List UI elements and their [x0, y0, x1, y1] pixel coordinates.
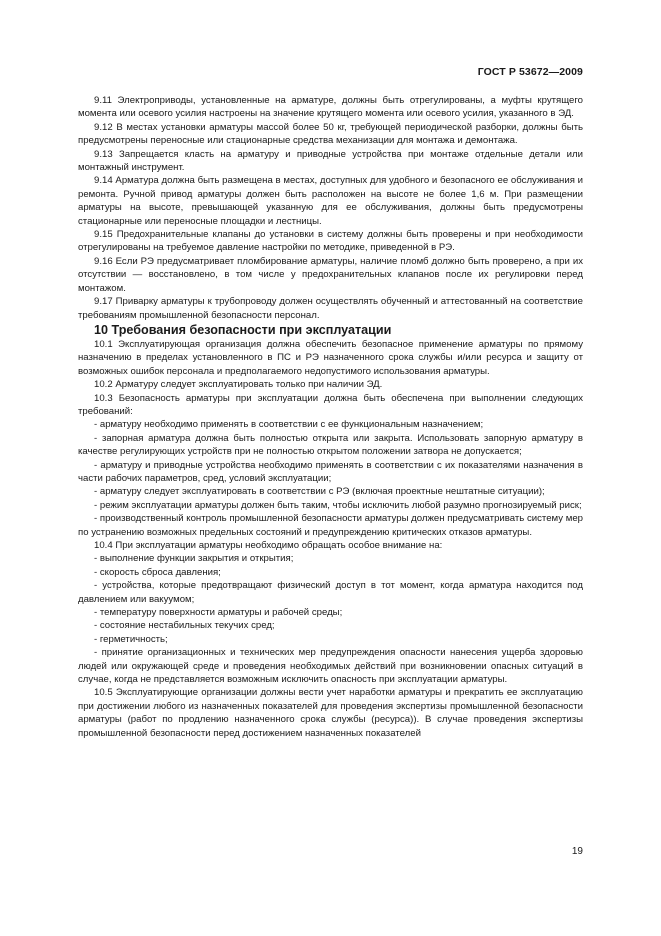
list-item: - выполнение функции закрытия и открытия;: [94, 553, 294, 565]
page-number: 19: [571, 846, 583, 857]
list-item: - производственный контроль промышленной безопасности арматуры должен предусматривать систему мер по устранению возможных предельных состояний и предупреждению критических отказов арматуры.: [78, 513, 583, 538]
paragraph-10-1: 10.1 Эксплуатирующая организация должна обеспечить безопасное применение арматуры по прямому назначению в пределах установленного в ПС и РЭ назначенного срока службы и/или ресурса и защиту от возможных ошибок персонала и предполагаемого недопустимого использования арматуры.: [78, 338, 583, 377]
paragraph-10-5: 10.5 Эксплуатирующие организации должны вести учет наработки арматуры и прекратить ее эксплуатацию при достижении любого из назначенных показателей для проведения экспертизы промышленной безопасности арматуры (работ по продлению назначенного срока службы (ресурса)). В случае проведения экспертизы промышленной безопасности перед достижением назначенных показателей: [78, 687, 583, 739]
list-item: - арматуру необходимо применять в соответствии с ее функциональным назначением;: [94, 419, 484, 431]
list-item: - скорость сброса давления;: [94, 566, 221, 578]
list-item: - температуру поверхности арматуры и рабочей среды;: [94, 607, 343, 619]
paragraph-9-14: 9.14 Арматура должна быть размещена в местах, доступных для удобного и безопасного ее обслуживания и ремонта. Ручной привод арматуры должен быть расположен на высоте не более 1,6 м. При размещении арматуры на высоте, превышающей указанную для ее обслуживания, должны быть предусмотрены стационарные или переносные площадки и лестницы.: [78, 175, 583, 227]
paragraph-9-11: 9.11 Электроприводы, установленные на арматуре, должны быть отрегулированы, а муфты крутящего момента или осевого усилия настроены на значение крутящего момента или осевого усилия, указанного в ЭД.: [78, 95, 583, 120]
paragraph-10-4: 10.4 При эксплуатации арматуры необходимо обращать особое внимание на:: [94, 540, 443, 551]
list-item: - арматуру и приводные устройства необходимо применять в соответствии с их показателями назначения в части рабочих параметров, сред, условий эксплуатации;: [78, 459, 583, 484]
list-item: - герметичность;: [94, 633, 168, 645]
list-item: - арматуру следует эксплуатировать в соответствии с РЭ (включая проектные нештатные ситуации);: [94, 486, 545, 498]
list-item: - состояние нестабильных текучих сред;: [94, 620, 275, 632]
list-item: - запорная арматура должна быть полностью открыта или закрыта. Использовать запорную арматуру в качестве регулирующих устройств при не полностью открытом положении затвора не допускается;: [78, 432, 583, 458]
paragraph-10-3: 10.3 Безопасность арматуры при эксплуатации должна быть обеспечена при выполнении следующих требований:: [78, 392, 583, 417]
paragraph-9-16: 9.16 Если РЭ предусматривает пломбирование арматуры, наличие пломб должно быть проверено, а при их отсутствии — восстановлено, в том числе у предохранительных клапанов после их регулировки перед монтажом.: [78, 255, 583, 294]
paragraph-9-12: 9.12 В местах установки арматуры массой более 50 кг, требующей периодической разборки, должны быть предусмотрены переносные или стационарные средства механизации для монтажа и демонтажа.: [78, 121, 583, 147]
paragraph-9-17: 9.17 Приварку арматуры к трубопроводу должен осуществлять обученный и аттестованный на соответствие требованиям промышленной безопасности персонал.: [78, 296, 583, 321]
section-heading: 10 Требования безопасности при эксплуатации: [94, 322, 392, 337]
document-header: ГОСТ Р 53672—2009: [477, 66, 583, 78]
document-body: [78, 94, 583, 740]
list-item: - принятие организационных и технических мер предупреждения опасности нанесения ущерба здоровью людей или окружающей среде и проведения необходимых действий при возникновении опасных ситуаций в случае, когда не представляется возможным исключить опасность при эксплуатации арматуры.: [78, 647, 583, 686]
paragraph-9-15: 9.15 Предохранительные клапаны до установки в систему должны быть проверены и при необходимости отрегулированы на требуемое давление настройки по методике, приведенной в РЭ.: [78, 229, 583, 254]
list-item: - устройства, которые предотвращают физический доступ в тот момент, когда арматура находится под давлением или вакуумом;: [78, 580, 583, 605]
list-item: - режим эксплуатации арматуры должен быть таким, чтобы исключить любой разумно прогнозируемый риск;: [94, 499, 582, 511]
paragraph-10-2: 10.2 Арматуру следует эксплуатировать только при наличии ЭД.: [94, 379, 383, 391]
paragraph-9-13: 9.13 Запрещается класть на арматуру и приводные устройства при монтаже отдельные детали или монтажный инструмент.: [78, 148, 583, 174]
